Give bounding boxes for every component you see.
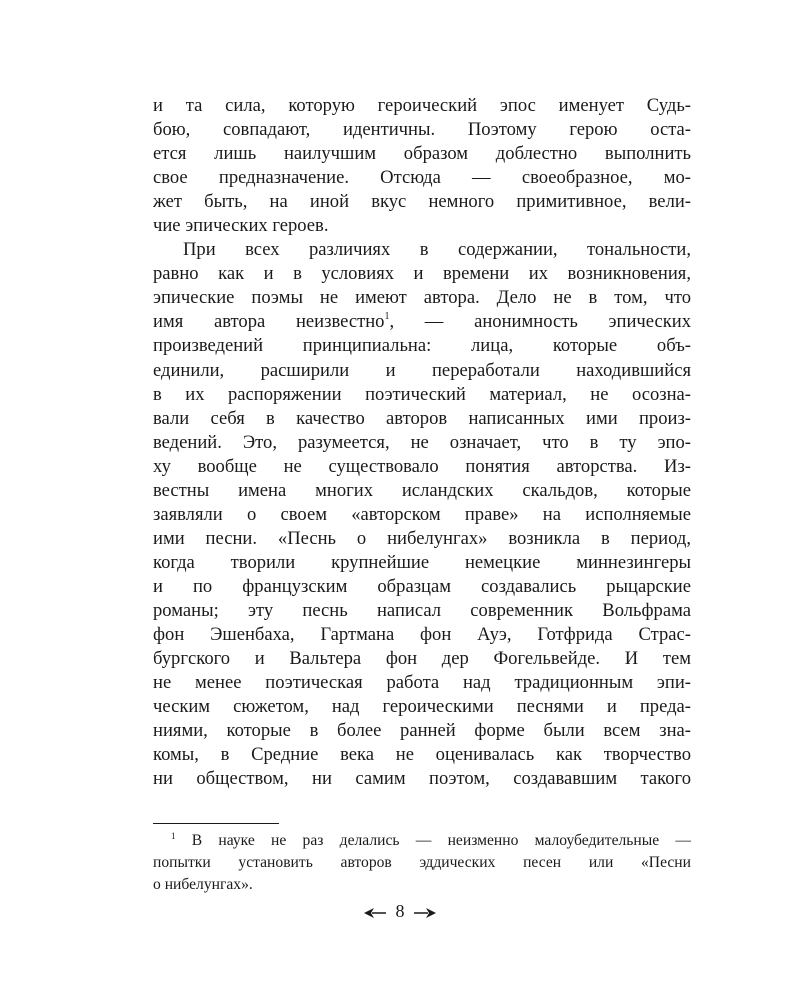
- text-line: ведений. Это, разумеется, не означает, что в ту эпо-: [153, 431, 691, 453]
- text-line: ниями, которые в более ранней форме были всем зна-: [153, 720, 691, 742]
- text-segment: имя автора неизвестно: [153, 311, 385, 333]
- text-line: вестны имена многих исландских скальдов, которые: [153, 479, 691, 501]
- text-line: в их распоряжении поэтический материал, не осозна-: [153, 383, 691, 405]
- page-number: 8: [395, 901, 405, 921]
- text-line: бою, совпадают, идентичны. Поэтому герою оста-: [153, 119, 691, 141]
- text-line: когда творили крупнейшие немецкие миннезингеры: [153, 551, 691, 573]
- text-line: произведений принципиальна: лица, которые объ-: [153, 335, 691, 357]
- text-line: и та сила, которую героический эпос именует Судь-: [153, 95, 691, 116]
- text-line: бургского и Вальтера фон дер Фогельвейде. И тем: [153, 648, 691, 670]
- footnote-line: [153, 830, 691, 852]
- footnote-reference[interactable]: 1: [384, 311, 390, 323]
- text-line-with-footnote: [153, 310, 691, 334]
- text-line: и по французским образцам создавались рыцарские: [153, 575, 691, 597]
- arrow-ornament-icon: [414, 907, 436, 919]
- main-text: [153, 94, 691, 791]
- text-line: комы, в Средние века не оценивалась как творчество: [153, 744, 691, 766]
- footnote-divider: [153, 823, 279, 824]
- footnote-line: попытки установить авторов эддических песен или «Песни: [153, 854, 691, 871]
- text-line: ется лишь наилучшим образом доблестно выполнить: [153, 143, 691, 165]
- text-line: ими песни. «Песнь о нибелунгах» возникла в период,: [153, 527, 691, 549]
- text-line: вали себя в качество авторов написанных ими произ-: [153, 407, 691, 429]
- footnote: [153, 830, 691, 896]
- footnote-line: о нибелунгах».: [153, 876, 253, 893]
- footnote-text: В науке не раз делались — неизменно малоубедительные —: [191, 832, 691, 849]
- text-line: жет быть, на иной вкус немного примитивное, вели-: [153, 191, 691, 213]
- text-line: ни обществом, ни самим поэтом, создававшим такого: [153, 768, 691, 790]
- text-line: фон Эшенбаха, Гартмана фон Ауэ, Готфрида Страс-: [153, 624, 691, 646]
- text-line: равно как и в условиях и времени их возникновения,: [153, 263, 691, 285]
- text-line: ху вообще не существовало понятия авторства. Из-: [153, 455, 691, 477]
- text-line: заявляли о своем «авторском праве» на исполняемые: [153, 503, 691, 525]
- text-line: не менее поэтическая работа над традиционным эпи-: [153, 672, 691, 694]
- page-footer: [0, 899, 800, 923]
- text-line: При всех различиях в содержании, тональности,: [183, 239, 691, 261]
- text-line: чие эпических героев.: [153, 215, 329, 237]
- text-line: свое предназначение. Отсюда — своеобразное, мо-: [153, 167, 691, 189]
- text-line: романы; эту песнь написал современник Вольфрама: [153, 599, 691, 621]
- text-line: ческим сюжетом, над героическими песнями и преда-: [153, 696, 691, 718]
- text-line: эпические поэмы не имеют автора. Дело не в том, что: [153, 287, 691, 309]
- text-line: единили, расширили и переработали находившийся: [153, 359, 691, 381]
- footnote-marker: 1: [171, 831, 176, 841]
- text-segment: , — анонимность эпических: [389, 311, 691, 333]
- arrow-ornament-icon: [364, 907, 386, 919]
